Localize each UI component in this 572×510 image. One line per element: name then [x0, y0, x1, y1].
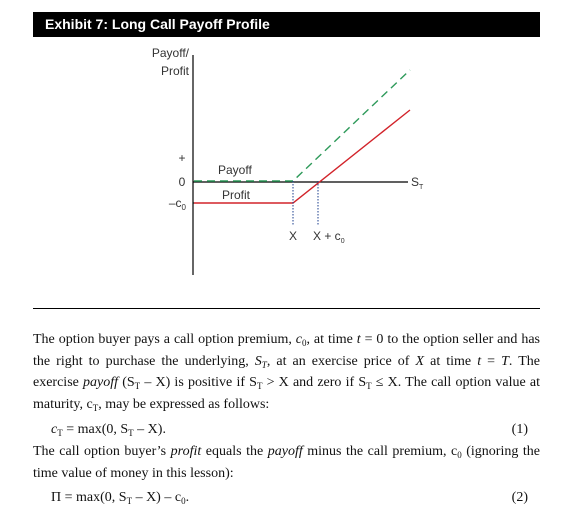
- formula-2-number: (2): [511, 489, 528, 505]
- x-tick-x-plus-c0: $X + c_0$: [313, 229, 345, 245]
- paragraph-1: The option buyer pays a call option premium, $c_0$, at time t = 0 to the option seller and has the right to purchase the underlying, $S_T$, at an exercise price of X at time t = T. The exercise payoff $(S_T - X)$ is positive if $S_T > X$ and zero if $S_T \le X$. The call option value at maturity, $c_T$, may be expressed as follows:: [33, 332, 541, 413]
- y-tick-plus: +: [178, 151, 186, 165]
- x-axis-label: $S_T$: [411, 175, 424, 191]
- exhibit-title: Exhibit 7: Long Call Payoff Profile: [33, 12, 540, 37]
- y-axis-label-line1: Payoff/: [151, 46, 189, 60]
- profit-series-label: Profit: [222, 188, 251, 202]
- y-tick-zero: 0: [178, 175, 186, 189]
- x-tick-x: X: [288, 229, 298, 243]
- explanation-text: The option buyer pays a call option premium, $c_0$, at time t = 0 to the option seller and has the right to purchase the underlying, $S_T$, at an exercise price of X at time t = T. The exercise payoff $(S_T - X)$ is positive if $S_T > X$ and zero if $S_T \le X$. The call option value at maturity, $c_T$, may be expressed as follows: $c_T = \max(0$, $S_T - X$). (1) The call option buyer’s profit equals the payoff minus the call premium, $c_0$ (ignoring the time value of money in this lesson): Π = max(0, $S_T - X) - c_0$. (2): [33, 332, 541, 506]
- paragraph-2: The call option buyer’s profit equals the payoff minus the call premium, $c_0$ (ignoring the time value of money in this lesson):: [33, 444, 540, 481]
- formula-1-number: (1): [511, 422, 528, 438]
- payoff-series-label: Payoff: [218, 163, 252, 177]
- section-divider: [33, 308, 540, 309]
- y-axis-label-line2: Profit: [160, 64, 189, 78]
- y-tick-neg-c0: $-c_0$: [168, 196, 186, 212]
